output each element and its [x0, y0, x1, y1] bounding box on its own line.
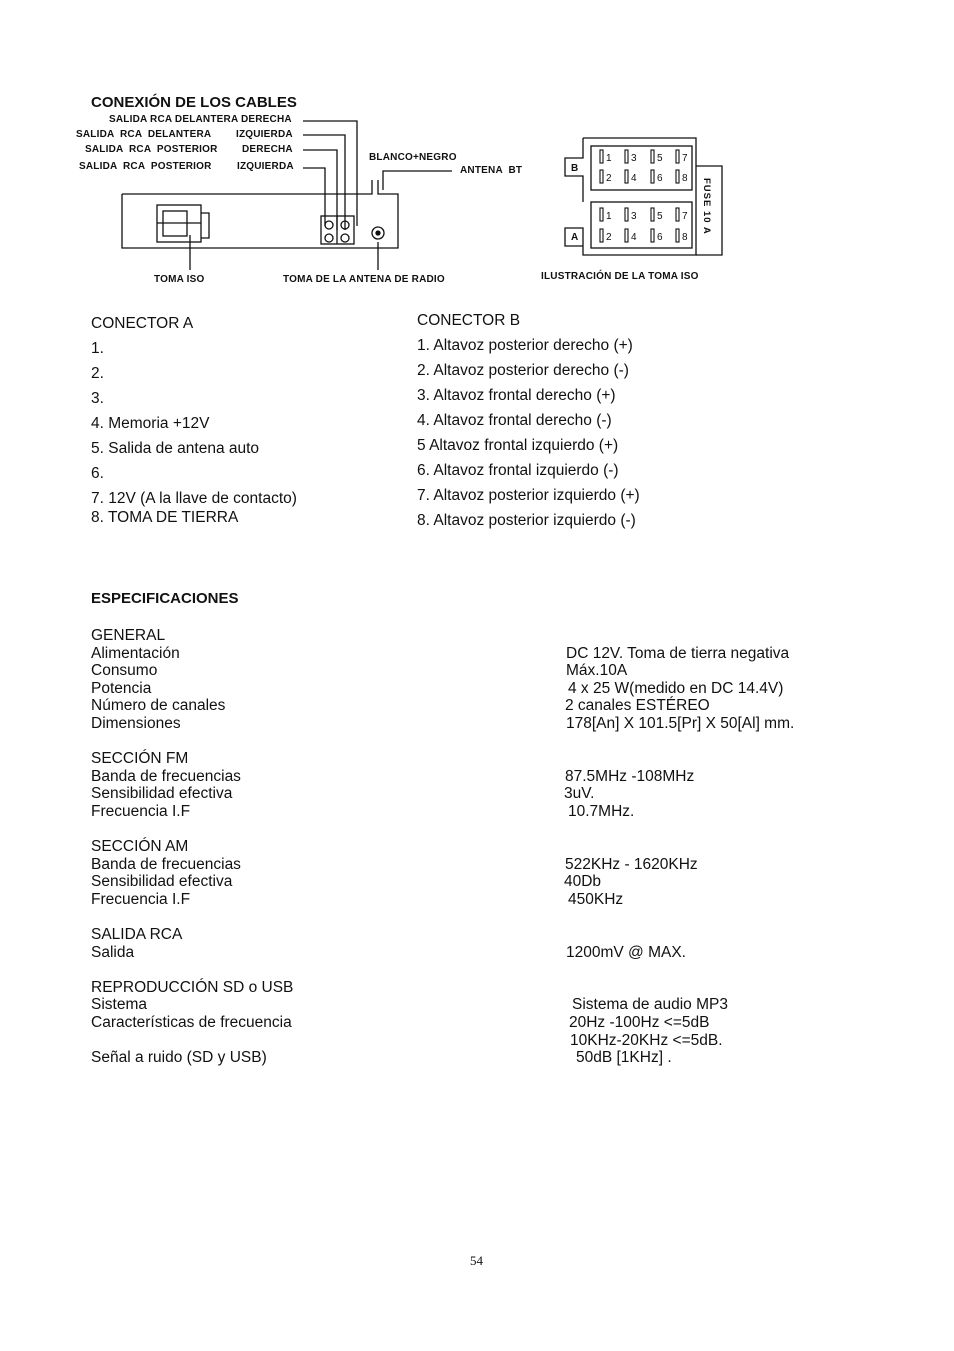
label-rca-rear-right-side: DERECHA [242, 144, 293, 155]
label-rca-rear-left-side: IZQUIERDA [237, 161, 294, 172]
spec-label: Banda de frecuencias [91, 767, 241, 785]
spec-heading-am: SECCIÓN AM [91, 838, 189, 856]
connector-a-title: CONECTOR A [91, 315, 194, 332]
spec-value: 178[An] X 101.5[Pr] X 50[Al] mm. [566, 714, 795, 732]
connector-a-letter: A [571, 232, 579, 243]
section-title-cable-connection: CONEXIÓN DE LOS CABLES [91, 94, 297, 111]
spec-value: 3uV. [564, 785, 595, 803]
spec-value: 87.5MHz -108MHz [565, 767, 695, 785]
pin-label: 3 [631, 153, 637, 164]
list-item: 6. Altavoz frontal izquierdo (-) [417, 462, 619, 479]
spec-value: 40Db [564, 873, 602, 891]
label-iso-socket: TOMA ISO [154, 274, 205, 285]
spec-label: Banda de frecuencias [91, 855, 241, 873]
section-title-specifications: ESPECIFICACIONES [91, 590, 239, 607]
pin-label: 6 [657, 232, 663, 243]
spec-value: 450KHz [568, 890, 624, 908]
spec-value: 20Hz -100Hz <=5dB [569, 1014, 710, 1032]
spec-label: Dimensiones [91, 714, 181, 732]
spec-label: Sensibilidad efectiva [91, 873, 233, 891]
label-antenna-bt: ANTENA BT [460, 165, 523, 176]
specs-labels [91, 627, 293, 1067]
spec-value: DC 12V. Toma de tierra negativa [566, 644, 790, 662]
connector-b-title: CONECTOR B [417, 312, 521, 329]
list-item: 8. Altavoz posterior izquierdo (-) [417, 512, 636, 529]
pin-label: 8 [682, 232, 688, 243]
rca-jack-rear-right [341, 234, 349, 242]
connector-b-letter: B [571, 163, 579, 174]
spec-label: Sensibilidad efectiva [91, 785, 233, 803]
label-rca-front-left: SALIDA RCA DELANTERA [76, 129, 212, 140]
label-rca-rear-right: SALIDA RCA POSTERIOR [85, 144, 218, 155]
spec-label: Sistema [91, 996, 147, 1014]
spec-label: Alimentación [91, 644, 180, 662]
spec-value: 10.7MHz. [568, 802, 635, 820]
spec-value: 1200mV @ MAX. [566, 943, 686, 961]
pin-label: 1 [606, 153, 612, 164]
spec-value: 4 x 25 W(medido en DC 14.4V) [568, 679, 784, 697]
list-item: 6. [91, 465, 104, 482]
list-item: 5 Altavoz frontal izquierdo (+) [417, 437, 619, 454]
list-item: 4. Altavoz frontal derecho (-) [417, 412, 612, 429]
spec-label: Señal a ruido (SD y USB) [91, 1049, 267, 1067]
pin-label: 1 [606, 211, 612, 222]
list-item: 5. Salida de antena auto [91, 440, 260, 457]
spec-value: Máx.10A [566, 662, 628, 680]
spec-label: Salida [91, 943, 135, 961]
pin-label: 5 [657, 211, 663, 222]
label-rca-front-left-side: IZQUIERDA [236, 129, 293, 140]
list-item: 7. Altavoz posterior izquierdo (+) [417, 487, 640, 504]
list-item: 2. [91, 365, 104, 382]
specs-values [564, 627, 794, 1067]
spec-heading-rca: SALIDA RCA [91, 926, 183, 944]
pin-label: 2 [606, 232, 612, 243]
rca-jack-rear-left [325, 234, 333, 242]
spec-label: Potencia [91, 679, 152, 697]
spec-value: 10KHz-20KHz <=5dB. [570, 1031, 723, 1049]
pin-label: 7 [682, 153, 688, 164]
list-item: 2. Altavoz posterior derecho (-) [417, 362, 629, 379]
list-item: 3. [91, 390, 104, 407]
spec-label: Características de frecuencia [91, 1014, 292, 1032]
spec-label: Número de canales [91, 697, 226, 715]
pin-label: 5 [657, 153, 663, 164]
pin-label: 7 [682, 211, 688, 222]
spec-heading-sd: REPRODUCCIÓN SD o USB [91, 978, 294, 996]
spec-value: 522KHz - 1620KHz [565, 855, 698, 873]
spec-value: 2 canales ESTÉREO [565, 697, 710, 715]
list-item: 3. Altavoz frontal derecho (+) [417, 387, 616, 404]
spec-heading-general: GENERAL [91, 627, 166, 644]
spec-label: Consumo [91, 662, 158, 680]
label-white-black: BLANCO+NEGRO [369, 152, 457, 163]
label-rca-front-right: SALIDA RCA DELANTERA DERECHA [109, 114, 292, 125]
rca-jack-front-left [325, 221, 333, 229]
pin-label: 3 [631, 211, 637, 222]
pin-label: 8 [682, 173, 688, 184]
list-item: 1. Altavoz posterior derecho (+) [417, 337, 633, 354]
connector-b-list [417, 308, 640, 533]
spec-value: 50dB [1KHz] . [576, 1049, 672, 1067]
page-number: 54 [470, 1253, 483, 1268]
label-radio-antenna: TOMA DE LA ANTENA DE RADIO [283, 274, 445, 285]
pin-label: 2 [606, 173, 612, 184]
spec-value: Sistema de audio MP3 [572, 996, 728, 1014]
pin-label: 4 [631, 173, 637, 184]
label-iso-illustration: ILUSTRACIÓN DE LA TOMA ISO [541, 271, 699, 282]
pin-label: 4 [631, 232, 637, 243]
list-item: 1. [91, 340, 104, 357]
pin-label: 6 [657, 173, 663, 184]
spec-label: Frecuencia I.F [91, 802, 191, 820]
list-item: 4. Memoria +12V [91, 415, 210, 432]
spec-heading-fm: SECCIÓN FM [91, 750, 189, 768]
connector-a-list [91, 311, 297, 527]
list-item: 8. TOMA DE TIERRA [91, 509, 239, 526]
label-rca-rear-left: SALIDA RCA POSTERIOR [79, 161, 212, 172]
fuse-label: FUSE 10 A [701, 178, 712, 235]
list-item: 7. 12V (A la llave de contacto) [91, 490, 297, 507]
spec-label: Frecuencia I.F [91, 890, 191, 908]
